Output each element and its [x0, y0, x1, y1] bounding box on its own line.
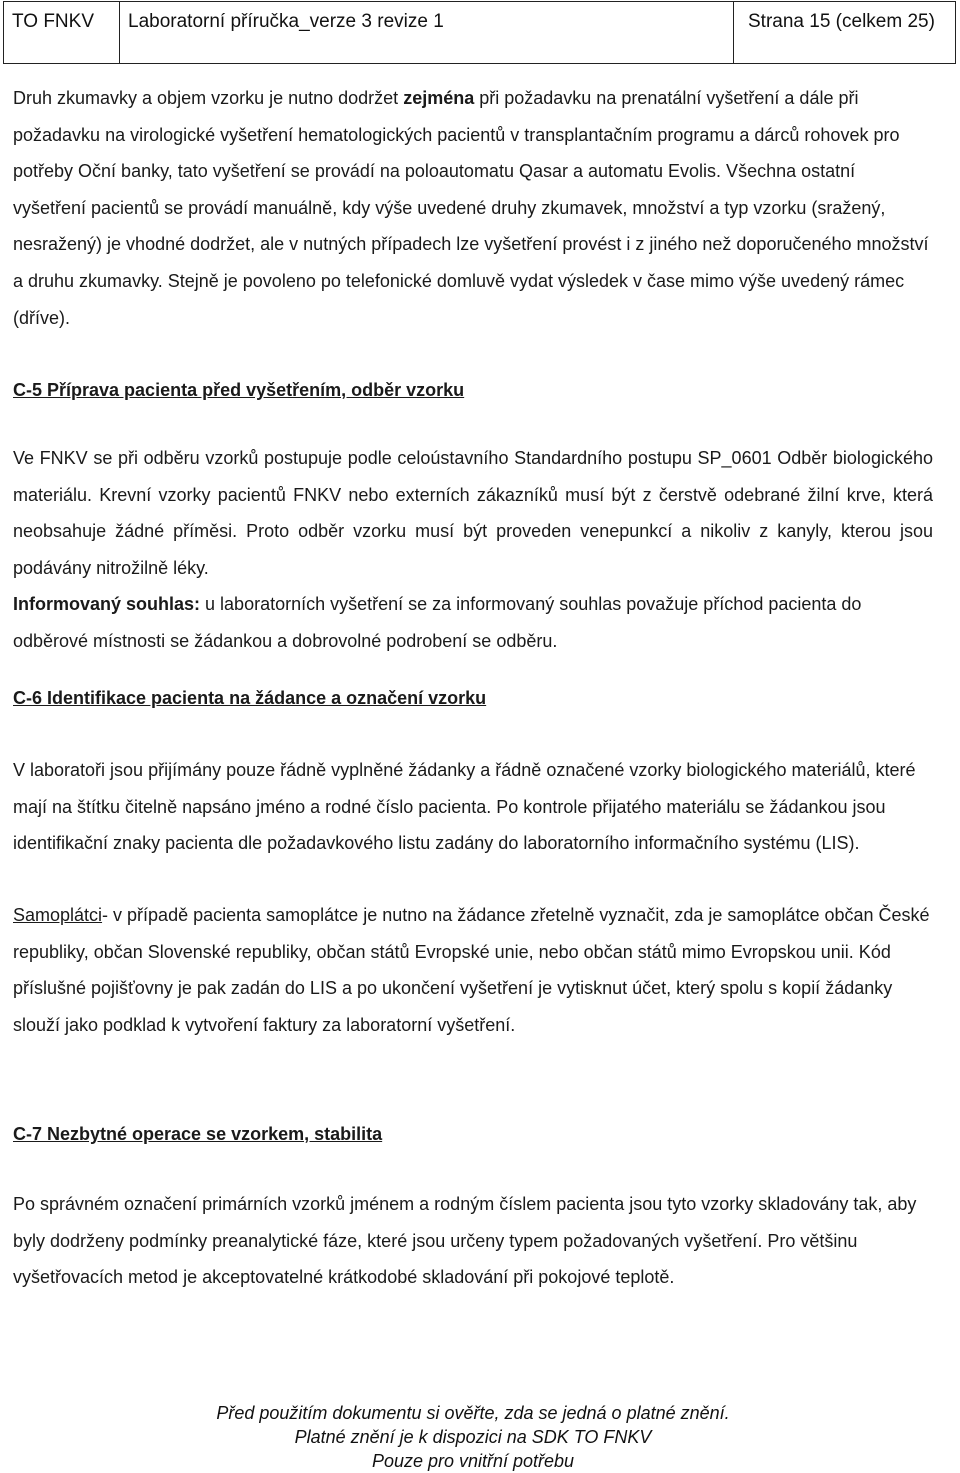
intro-emphasis: zejména: [403, 88, 475, 108]
self-payer-paragraph: [13, 897, 933, 1043]
footer-line-2: Platné znění je k dispozici na SDK TO FNKV: [294, 1427, 652, 1447]
consent-label: Informovaný souhlas:: [13, 594, 201, 614]
document-header: [3, 1, 956, 64]
section-heading-c7: C-7 Nezbytné operace se vzorkem, stabilita: [13, 1124, 383, 1144]
self-payer-text: - v případě pacienta samoplátce je nutno na žádance zřetelně vyznačit, zda je samoplátce občan České republiky, občan Slovenské republiky, občan států Evropské unie, nebo občan států mimo Evropskou unii. Kód příslušné pojišťovny je pak zadán do LIS a po ukončení vyšetření je vytisknut účet, který spolu s kopií žádanky slouží jako podklad k vytvoření faktury za laboratorní vyšetření.: [13, 905, 930, 1035]
self-payer-label: Samoplátci: [13, 905, 103, 925]
document-footer: [0, 1401, 946, 1473]
c7-paragraph: Po správném označení primárních vzorků jménem a rodným číslem pacienta jsou tyto vzorky skladovány tak, aby byly dodrženy podmínky preanalytické fáze, které jsou určeny typem požadovaných vyšetření. Pro většinu vyšetřovacích metod je akceptovatelné krátkodobé skladování při pokojové teplotě.: [13, 1194, 917, 1288]
intro-text-2: při požadavku na prenatální vyšetření a dále při požadavku na virologické vyšetření hematologických pacientů v transplantačním programu a dárců rohovek pro potřeby Oční banky, tato vyšetření se provádí na poloautomatu Qasar a automatu Evolis. Všechna ostatní vyšetření pacientů se provádí manuálně, kdy výše uvedené druhy zkumavek, množství a typ vzorku (sražený, nesražený) je vhodné dodržet, ale v nutných případech lze vyšetření provést i z jiného než doporučeného množství a druhu zkumavky. Stejně je povoleno po telefonické domluvě vydat výsledek v čase mimo výše uvedený rámec (dříve).: [13, 88, 929, 328]
consent-text: u laboratorních vyšetření se za informovaný souhlas považuje příchod pacienta do odběrové místnosti se žádankou a dobrovolné podrobení se odběru.: [13, 594, 862, 651]
intro-paragraph: [13, 80, 933, 336]
intro-text-1: Druh zkumavky a objem vzorku je nutno dodržet: [13, 88, 404, 108]
c5-paragraph: Ve FNKV se při odběru vzorků postupuje podle celoústavního Standardního postupu SP_0601 Odběr biologického materiálu. Krevní vzorky pacientů FNKV nebo externích zákazníků musí být z čerstvě odebrané žilní krve, která neobsahuje žádné příměsi. Proto odběr vzorku musí být proveden venepunkcí a nikoliv z kanyly, kterou jsou podávány nitrožilně léky.: [13, 448, 933, 578]
footer-line-3: Pouze pro vnitřní potřebu: [371, 1451, 575, 1471]
header-page-info: Strana 15 (celkem 25): [748, 11, 935, 32]
header-doc-title: Laboratorní příručka_verze 3 revize 1: [120, 2, 734, 63]
consent-paragraph: [13, 586, 933, 659]
section-heading-c5: C-5 Příprava pacienta před vyšetřením, odběr vzorku: [13, 380, 465, 400]
section-heading-c6: C-6 Identifikace pacienta na žádance a označení vzorku: [13, 688, 487, 708]
c6-paragraph: V laboratoři jsou přijímány pouze řádně vyplněné žádanky a řádně označené vzorky biologického materiálů, které mají na štítku čitelně napsáno jméno a rodné číslo pacienta. Po kontrole přijatého materiálu se žádankou jsou identifikační znaky pacienta dle požadavkového listu zadány do laboratorního informačního systému (LIS).: [13, 760, 916, 854]
header-org: TO FNKV: [4, 2, 120, 63]
footer-line-1: Před použitím dokumentu si ověřte, zda se jedná o platné znění.: [216, 1403, 730, 1423]
